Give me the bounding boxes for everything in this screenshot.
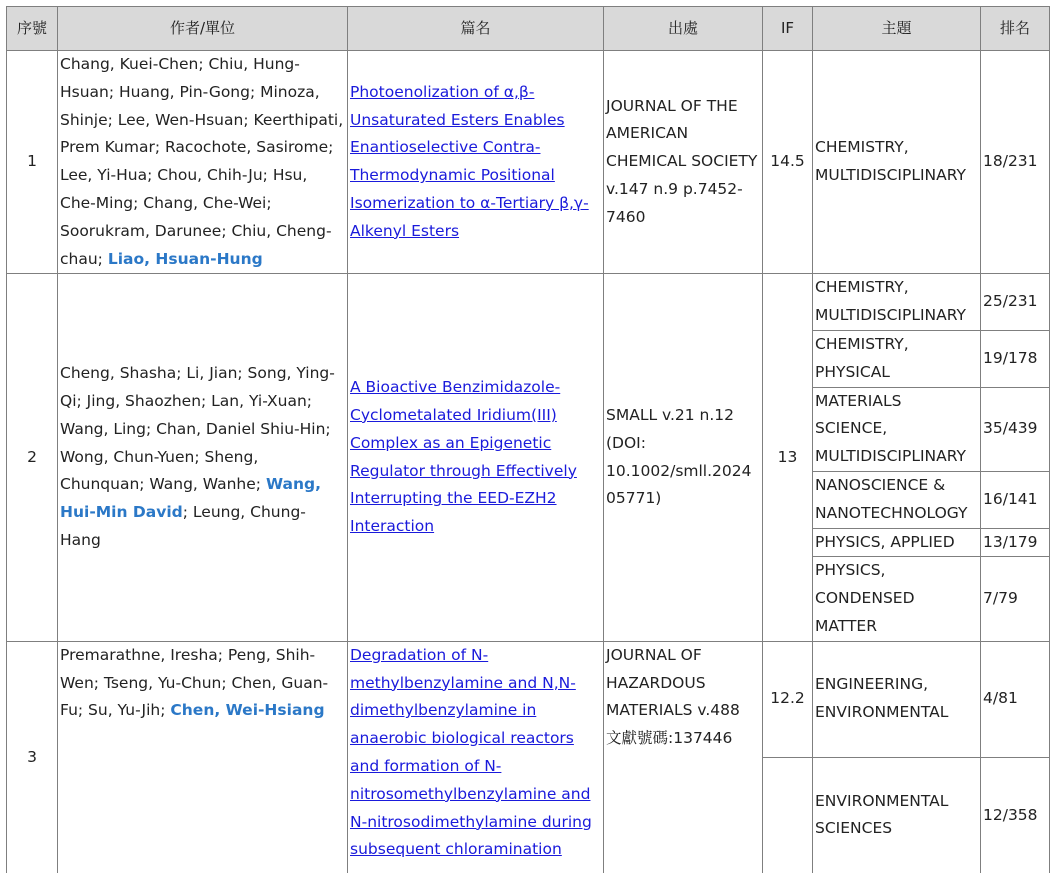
header-row [7,7,1050,51]
impact-factor-empty [763,757,813,873]
authors-cell [58,274,348,641]
col-header-no: 序號 [7,7,58,51]
authors-text: Premarathne, Iresha; Peng, Shih-Wen; Tseng, Yu-Chun; Chen, Guan-Fu; Su, Yu-Jih; [60,645,329,720]
highlighted-author: Liao, Hsuan-Hung [107,249,263,268]
rank-cell: 25/231 [981,274,1050,331]
highlighted-author: Chen, Wei-Hsiang [170,701,325,720]
rank-cell: 16/141 [981,471,1050,528]
source-cell: JOURNAL OF HAZARDOUS MATERIALS v.488 文獻號碼:137446 [604,641,763,873]
impact-factor: 13 [763,274,813,641]
impact-factor: 12.2 [763,641,813,757]
title-cell [348,641,604,873]
col-header-rank: 排名 [981,7,1050,51]
authors-text-tail: ; Leung, Chung-Hang [60,503,306,550]
rank-cell: 4/81 [981,641,1050,757]
rank-cell: 13/179 [981,528,1050,557]
subject-cell: MATERIALS SCIENCE, MULTIDISCIPLINARY [813,387,981,471]
paper-title-link[interactable]: A Bioactive Benzimidazole-Cyclometalated Iridium(III) Complex as an Epigenetic Regulator through Effectively Interrupting the EED-EZH2 Interaction [350,378,577,536]
col-header-authors: 作者/單位 [58,7,348,51]
subject-cell: CHEMISTRY, MULTIDISCIPLINARY [813,51,981,274]
subject-cell: CHEMISTRY, MULTIDISCIPLINARY [813,274,981,331]
title-cell [348,274,604,641]
table-row [7,51,1050,274]
col-header-source: 出處 [604,7,763,51]
rank-cell: 19/178 [981,330,1050,387]
publication-table [6,6,1050,873]
row-number: 1 [7,51,58,274]
authors-text: Cheng, Shasha; Li, Jian; Song, Ying-Qi; Jing, Shaozhen; Lan, Yi-Xuan; Wang, Ling; Chan, Daniel Shiu-Hin; Wong, Chun-Yuen; Sheng, Chunquan; Wang, Wanhe; [60,364,335,494]
subject-cell: ENVIRONMENTAL SCIENCES [813,757,981,873]
table-row [7,641,1050,757]
impact-factor: 14.5 [763,51,813,274]
row-number: 2 [7,274,58,641]
rank-cell: 7/79 [981,557,1050,641]
authors-cell [58,51,348,274]
subject-cell: PHYSICS, CONDENSED MATTER [813,557,981,641]
paper-title-link[interactable]: Photoenolization of α,β-Unsaturated Esters Enables Enantioselective Contra-Thermodynamic Positional Isomerization to α-Tertiary β,γ-Alkenyl Esters [350,82,589,240]
source-cell: JOURNAL OF THE AMERICAN CHEMICAL SOCIETY v.147 n.9 p.7452-7460 [604,51,763,274]
authors-cell [58,641,348,873]
subject-cell: ENGINEERING, ENVIRONMENTAL [813,641,981,757]
subject-cell: NANOSCIENCE & NANOTECHNOLOGY [813,471,981,528]
authors-text: Chang, Kuei-Chen; Chiu, Hung-Hsuan; Huang, Pin-Gong; Minoza, Shinje; Lee, Wen-Hsuan; Keerthipati, Prem Kumar; Racochote, Sasirome; Lee, Yi-Hua; Chou, Chih-Ju; Hsu, Che-Ming; Chang, Che-Wei; Soorukram, Darunee; Chiu, Cheng-chau; [60,55,344,268]
title-cell [348,51,604,274]
highlighted-author: Wang, Hui-Min David [60,475,321,522]
subject-cell: PHYSICS, APPLIED [813,528,981,557]
rank-cell: 35/439 [981,387,1050,471]
subject-cell: CHEMISTRY, PHYSICAL [813,330,981,387]
table-row [7,274,1050,331]
rank-cell: 12/358 [981,757,1050,873]
source-cell: SMALL v.21 n.12 (DOI: 10.1002/smll.202405771) [604,274,763,641]
col-header-title: 篇名 [348,7,604,51]
row-number: 3 [7,641,58,873]
rank-cell: 18/231 [981,51,1050,274]
col-header-subject: 主題 [813,7,981,51]
col-header-if: IF [763,7,813,51]
paper-title-link[interactable]: Degradation of N-methylbenzylamine and N,N-dimethylbenzylamine in anaerobic biological reactors and formation of N-nitrosomethylbenzylamine and N-nitrosodimethylamine during subsequent chloramination [350,645,592,859]
